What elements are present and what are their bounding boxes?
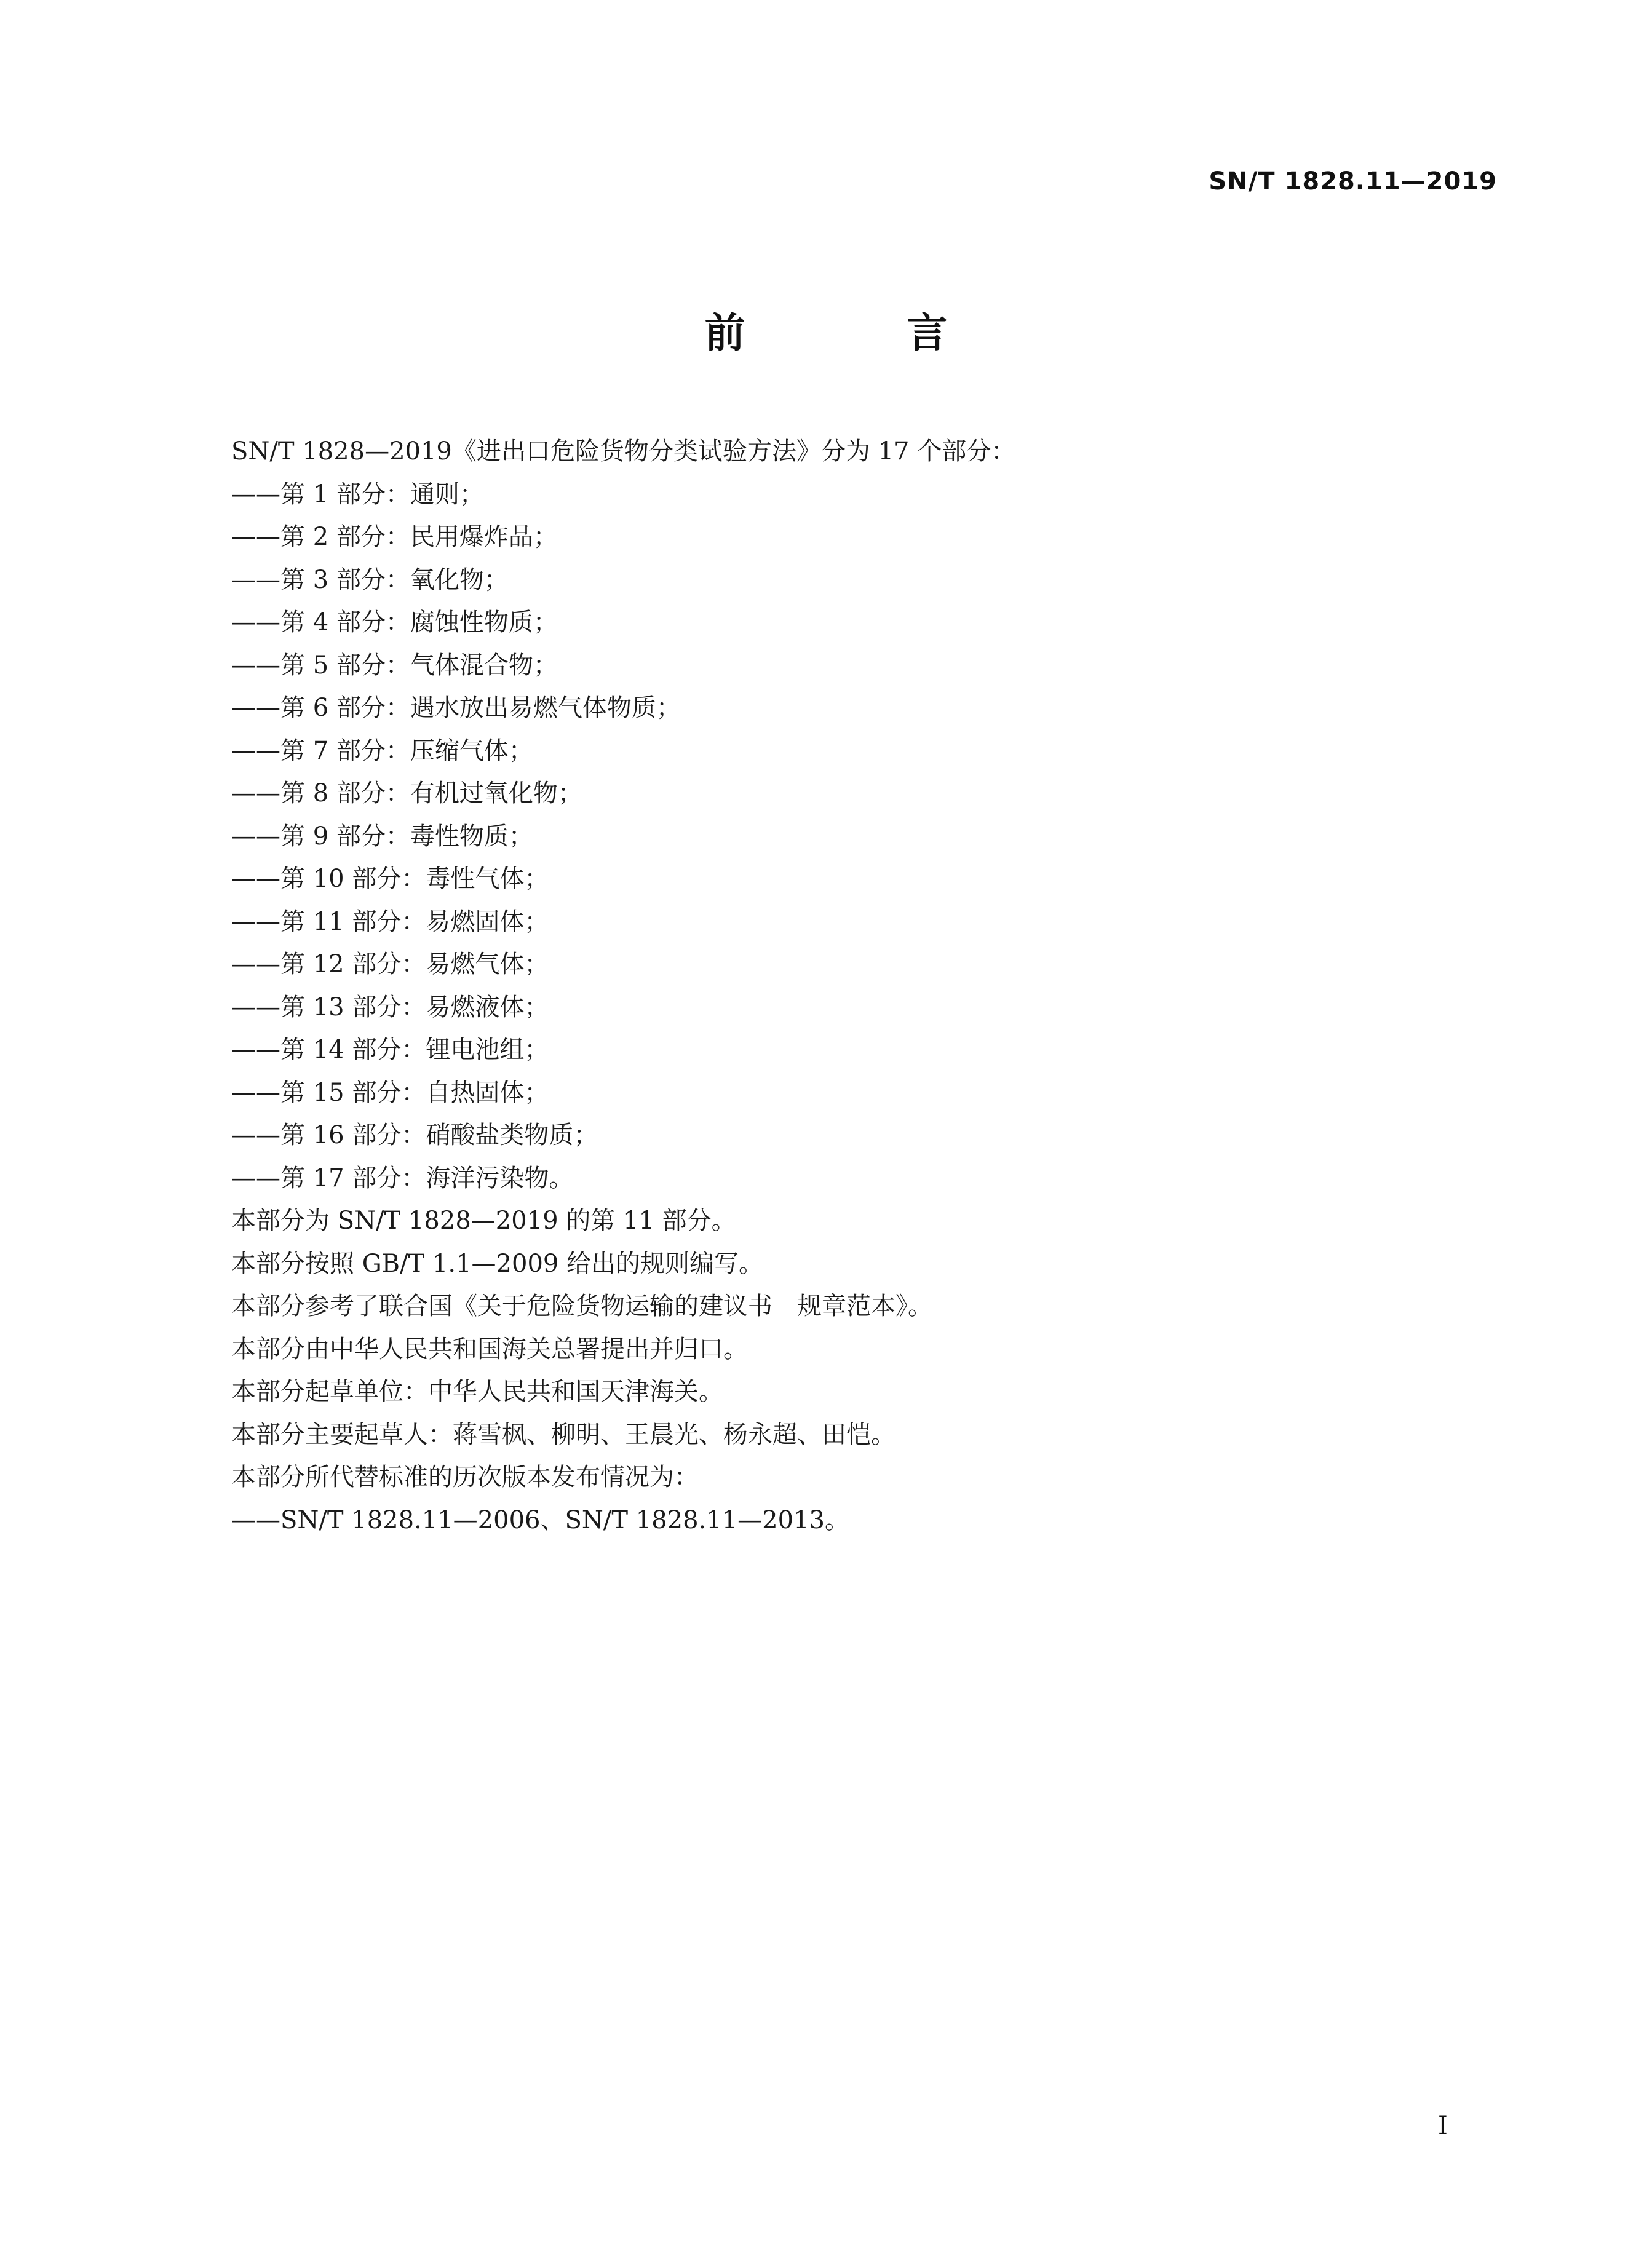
part-list-item: ——第 9 部分：毒性物质；	[231, 822, 533, 850]
part-list-item: ——第 3 部分：氧化物；	[231, 565, 509, 594]
part-list-item: ——第 6 部分：遇水放出易燃气体物质；	[231, 694, 681, 722]
part-list-item: ——第 1 部分：通则；	[231, 480, 484, 509]
part-list-item: ——第 15 部分：自热固体；	[231, 1078, 549, 1107]
statement-line: 本部分参考了联合国《关于危险货物运输的建议书 规章范本》。	[231, 1292, 932, 1320]
part-list-item: ——第 16 部分：硝酸盐类物质；	[231, 1121, 598, 1149]
statement-line: 本部分主要起草人：蒋雪枫、柳明、王晨光、杨永超、田恺。	[231, 1420, 895, 1449]
statement-line: 本部分所代替标准的历次版本发布情况为：	[231, 1463, 699, 1491]
statement-line: 本部分起草单位：中华人民共和国天津海关。	[231, 1378, 723, 1406]
part-list-item: ——第 13 部分：易燃液体；	[231, 993, 549, 1021]
part-list-item: ——第 12 部分：易燃气体；	[231, 950, 549, 978]
page-title: 前 言	[704, 309, 1022, 357]
part-list-item: ——第 5 部分：气体混合物；	[231, 651, 558, 680]
intro-paragraph: SN/T 1828—2019《进出口危险货物分类试验方法》分为 17 个部分：	[231, 437, 1016, 466]
statement-line: 本部分按照 GB/T 1.1—2009 给出的规则编写。	[231, 1249, 764, 1278]
foreword-body	[231, 430, 1498, 1542]
part-list-item: ——第 10 部分：毒性气体；	[231, 865, 549, 893]
part-list-item: ——第 11 部分：易燃固体；	[231, 907, 549, 936]
statement-line: 本部分为 SN/T 1828—2019 的第 11 部分。	[231, 1207, 736, 1235]
part-list-item: ——第 7 部分：压缩气体；	[231, 736, 533, 765]
document-code: SN/T 1828.11—2019	[1209, 167, 1497, 196]
statement-line: ——SN/T 1828.11—2006、SN/T 1828.11—2013。	[231, 1505, 849, 1534]
part-list-item: ——第 2 部分：民用爆炸品；	[231, 523, 558, 551]
statement-line: 本部分由中华人民共和国海关总署提出并归口。	[231, 1334, 748, 1363]
part-list-item: ——第 17 部分：海洋污染物。	[231, 1164, 574, 1192]
part-list-item: ——第 8 部分：有机过氧化物；	[231, 779, 582, 807]
page-number: I	[1438, 2112, 1448, 2140]
part-list-item: ——第 14 部分：锂电池组；	[231, 1036, 549, 1064]
part-list-item: ——第 4 部分：腐蚀性物质；	[231, 608, 558, 636]
